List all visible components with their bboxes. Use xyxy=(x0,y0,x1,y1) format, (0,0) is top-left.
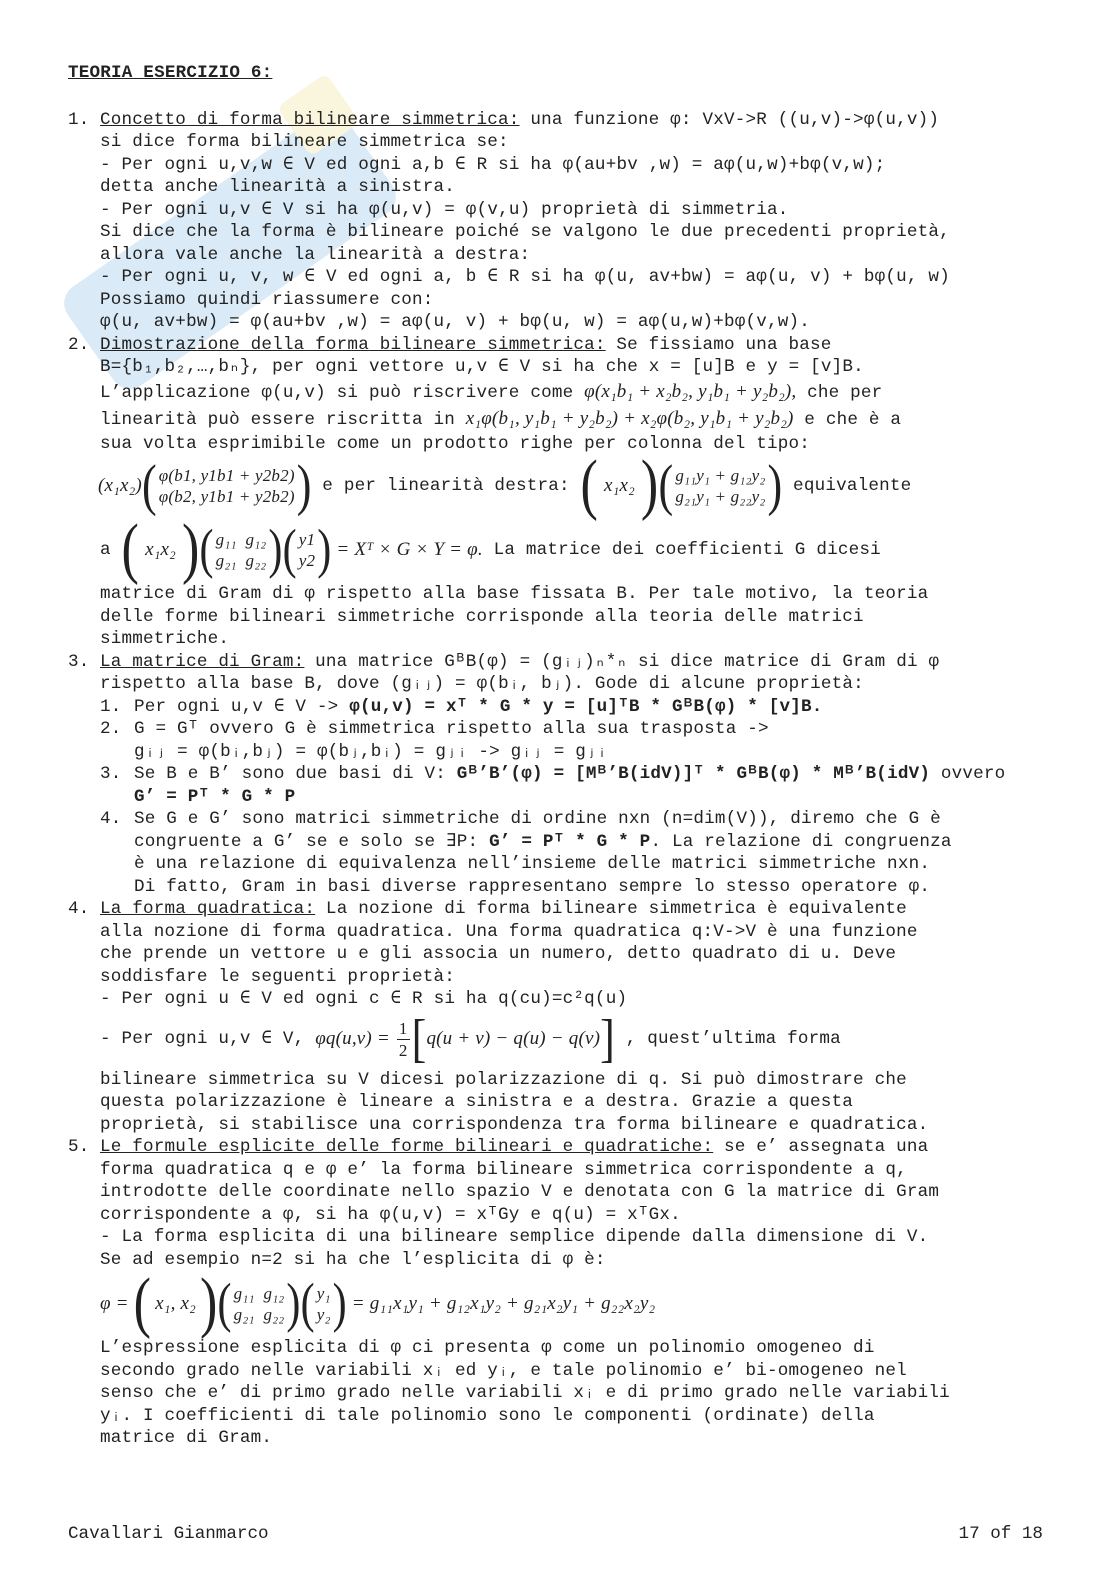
text-line: G = Gᵀ ovvero G è simmetrica rispetto alla sua trasposta -> xyxy=(134,719,769,739)
text-line: rispetto alla base B, dove (gᵢⱼ) = φ(bᵢ, bⱼ). Gode di alcune proprietà: xyxy=(100,674,864,694)
matrix xyxy=(297,529,317,571)
text-line: - La forma esplicita di una bilineare semplice dipende dalla dimensione di V. xyxy=(100,1227,929,1247)
page-footer xyxy=(68,1524,1043,1544)
text-line: Possiamo quindi riassumere con: xyxy=(100,289,434,310)
text-line: sua volta esprimibile come un prodotto righe per colonna del tipo: xyxy=(100,433,811,454)
text-line: - Per ogni u, v, w ∈ V ed ogni a, b ∈ R si ha φ(u, av+bw) = aφ(u, v) + bφ(u, w) xyxy=(100,267,950,287)
text-line: che prende un vettore u e gli associa un numero, detto quadrato di u. Deve xyxy=(100,944,897,964)
matrix-row: y₁ xyxy=(316,1284,331,1303)
matrix xyxy=(673,465,767,507)
text-line: alla nozione di forma quadratica. Una forma quadratica q:V->V è una funzione xyxy=(100,921,918,942)
property-2 xyxy=(100,718,1048,763)
paren: ) xyxy=(199,1265,218,1341)
matrix-row: g₁₁ g₁₂ xyxy=(233,1284,285,1303)
section-heading: Le formule esplicite delle forme bilineari e quadratiche: xyxy=(100,1137,714,1157)
text-line: linearità può essere riscritta in xyxy=(100,409,456,430)
text-line: - Per ogni u ∈ V ed ogni c ∈ R si ha q(cu)=c²q(u) xyxy=(100,989,628,1009)
text-line: - Per ogni u,v,w ∈ V ed ogni a,b ∈ R si ha φ(au+bv ,w) = aφ(u,w)+bφ(v,w); xyxy=(100,154,886,175)
document-body xyxy=(68,62,1048,1450)
text-line: yᵢ. I coefficienti di tale polinomio sono le componenti (ordinate) della xyxy=(100,1405,875,1426)
section-number: 1. xyxy=(68,109,90,130)
text-line: . La relazione di congruenza xyxy=(650,831,952,852)
section-number: 5. xyxy=(68,1137,90,1157)
text-line: simmetriche. xyxy=(100,629,230,649)
formula: x₁x₂ xyxy=(604,474,635,496)
formula: G’ = Pᵀ * G * P xyxy=(489,831,651,852)
matrix-row: g₂₁ g₂₂ xyxy=(215,551,267,570)
paren: ( xyxy=(282,519,297,580)
section-1 xyxy=(68,109,1048,334)
formula: x₁x₂ xyxy=(145,538,176,560)
bracket: [ xyxy=(411,1009,427,1068)
text-line: matrice di Gram. xyxy=(100,1428,273,1448)
formula: φ(u,v) = xᵀ * G * y = [u]ᵀB * GᴮB(φ) * [v]B. xyxy=(349,696,823,717)
section-3 xyxy=(68,651,1048,899)
section-heading: La forma quadratica: xyxy=(100,899,316,919)
formula: x₁, x₂ xyxy=(155,1292,196,1314)
matrix-row: g₁₁y₁ + g₁₂y₂ xyxy=(675,466,766,485)
formula: φq(u,v) = xyxy=(315,1028,395,1050)
denominator: 2 xyxy=(398,1041,408,1060)
matrix-row: φ(b2, y1b1 + y2b2) xyxy=(158,487,295,506)
text-line: B={b₁,b₂,…,bₙ}, per ogni vettore u,v ∈ V si ha che x = [u]B e y = [v]B. xyxy=(100,357,864,377)
formula: φ = xyxy=(100,1292,134,1314)
text-line: forma quadratica q e φ e’ la forma bilineare simmetrica corrispondente a q, xyxy=(100,1159,907,1180)
property-3 xyxy=(100,763,1048,808)
matrix-row: y2 xyxy=(298,551,316,570)
paren: ) xyxy=(332,1273,347,1334)
matrix xyxy=(157,465,297,507)
paren: ( xyxy=(658,453,674,517)
text-line: - Per ogni u,v ∈ V si ha φ(u,v) = φ(v,u) proprietà di simmetria. xyxy=(100,199,789,220)
text-line: Di fatto, Gram in basi diverse rappresentano sempre lo stesso operatore φ. xyxy=(134,876,931,897)
text-line: a xyxy=(100,539,122,560)
text-line: gᵢⱼ = φ(bᵢ,bⱼ) = φ(bⱼ,bᵢ) = gⱼᵢ -> gᵢⱼ = gⱼᵢ xyxy=(134,741,608,762)
text-line: e che è a xyxy=(793,409,902,430)
text-line: secondo grado nelle variabili xᵢ ed yᵢ, e tale polinomio e’ bi-omogeneo nel xyxy=(100,1360,907,1381)
text-line: una funzione φ: VxV->R ((u,v)->φ(u,v)) xyxy=(519,109,940,130)
page-title: TEORIA ESERCIZIO 6: xyxy=(68,63,273,83)
text-line: φ(u, av+bw) = φ(au+bv ,w) = aφ(u, v) + bφ(u, w) = aφ(u,w)+bφ(v,w). xyxy=(100,312,811,332)
formula: = g₁₁x₁y₁ + g₁₂x₁y₂ + g₂₁x₂y₁ + g₂₂x₂y₂ xyxy=(346,1292,656,1314)
section-heading: Concetto di forma bilineare simmetrica: xyxy=(100,109,520,130)
text-line: Si dice che la forma è bilineare poiché se valgono le due precedenti proprietà, xyxy=(100,222,950,242)
fraction xyxy=(395,1018,412,1061)
matrix xyxy=(232,1283,287,1325)
matrix-row: g₂₁ g₂₂ xyxy=(233,1305,285,1324)
paren: ) xyxy=(640,447,659,523)
section-5 xyxy=(68,1136,1048,1450)
section-number: 4. xyxy=(68,899,90,919)
section-number: 3. xyxy=(68,651,90,672)
property-4 xyxy=(100,808,1048,898)
text-line: bilineare simmetrica su V dicesi polarizzazione di q. Si può dimostrare che xyxy=(100,1069,907,1090)
paren: ) xyxy=(767,453,783,517)
text-line: L’espressione esplicita di φ ci presenta φ come un polinomio omogeneo di xyxy=(100,1338,875,1358)
paren: ( xyxy=(133,1265,152,1341)
paren: ( xyxy=(300,1273,315,1334)
matrix-row: g₂₁y₁ + g₂₂y₂ xyxy=(675,487,766,506)
property-number: 2. xyxy=(100,719,122,739)
paren: ) xyxy=(286,1273,301,1334)
text-line: senso che e’ di primo grado nelle variabili xᵢ e di primo grado nelle variabili xyxy=(100,1383,950,1403)
section-heading: La matrice di Gram: xyxy=(100,651,305,672)
paren: ( xyxy=(217,1273,232,1334)
numerator: 1 xyxy=(398,1019,408,1038)
text-line: delle forme bilineari simmetriche corrisponde alla teoria delle matrici xyxy=(100,606,864,627)
text-line: soddisfare le seguenti proprietà: xyxy=(100,966,456,987)
section-number: 2. xyxy=(68,334,90,355)
text-line: una matrice GᴮB(φ) = (gᵢⱼ)ₙ*ₙ si dice matrice di Gram di φ xyxy=(304,651,940,672)
property-number: 3. xyxy=(100,764,122,784)
text-line: proprietà, si stabilisce una corrispondenza tra forma bilineare e quadratica. xyxy=(100,1114,929,1135)
matrix-row: y1 xyxy=(298,530,316,549)
text-line: questa polarizzazione è lineare a sinistra e a destra. Grazie a questa xyxy=(100,1092,854,1112)
text-line: La nozione di forma bilineare simmetrica è equivalente xyxy=(315,899,907,919)
text-line: che per xyxy=(796,382,883,403)
paren: ( xyxy=(199,519,214,580)
text-line: , quest’ultima forma xyxy=(615,1029,841,1050)
formula: Gᴮ’B’(φ) = [Mᴮ’B(idV)]ᵀ * GᴮB(φ) * Mᴮ’B(idV) xyxy=(456,764,931,784)
paren: ) xyxy=(317,519,332,580)
text-line: è una relazione di equivalenza nell’insieme delle matrici simmetriche nxn. xyxy=(134,854,931,874)
text-line: equivalente xyxy=(782,475,912,496)
footer-author: Cavallari Gianmarco xyxy=(68,1524,269,1544)
paren: ( xyxy=(580,447,599,523)
formula: G’ = Pᵀ * G * P xyxy=(134,786,296,807)
text-line: L’applicazione φ(u,v) si può riscrivere come xyxy=(100,382,574,403)
formula: = Xᵀ × G × Y = φ. xyxy=(331,538,483,560)
text-line: Se ad esempio n=2 si ha che l’esplicita di φ è: xyxy=(100,1249,606,1270)
text-line: e per linearità destra: xyxy=(311,475,581,496)
formula: (x₁x₂) xyxy=(98,474,142,496)
paren: ) xyxy=(268,519,283,580)
paren: ) xyxy=(296,453,312,517)
matrix-row: φ(b1, y1b1 + y2b2) xyxy=(158,466,295,485)
text-line: allora vale anche la linearità a destra: xyxy=(100,244,531,265)
text-line: Se fissiamo una base xyxy=(605,334,832,355)
text-line: corrispondente a φ, si ha φ(u,v) = xᵀGy e q(u) = xᵀGx. xyxy=(100,1204,681,1225)
formula: q(u + v) − q(u) − q(v) xyxy=(426,1028,601,1050)
bracket: ] xyxy=(600,1009,615,1068)
paren: ) xyxy=(181,511,200,587)
matrix xyxy=(315,1283,333,1325)
page-number: 17 of 18 xyxy=(958,1524,1043,1544)
property-number: 1. xyxy=(100,696,122,717)
property-number: 4. xyxy=(100,809,122,829)
section-2 xyxy=(68,334,1048,651)
text-line: La matrice dei coefficienti G dicesi xyxy=(482,539,881,560)
property-1 xyxy=(100,696,1048,719)
text-line: Se B e B’ sono due basi di V: xyxy=(134,764,457,784)
text-line: se e’ assegnata una xyxy=(713,1137,929,1157)
paren: ( xyxy=(121,511,140,587)
text-line: introdotte delle coordinate nello spazio V e denotata con G la matrice di Gram xyxy=(100,1182,940,1202)
formula: x₁φ(b₁, y₁b₁ + y₂b₂) + x₂φ(b₂, y₁b₁ + y₂b₂) xyxy=(465,407,794,429)
section-4 xyxy=(68,898,1048,1136)
paren: ( xyxy=(141,453,157,517)
text-line: detta anche linearità a sinistra. xyxy=(100,177,456,197)
text-line: Per ogni u,v ∈ V -> xyxy=(134,696,350,717)
section-heading: Dimostrazione della forma bilineare simmetrica: xyxy=(100,334,606,355)
text-line: matrice di Gram di φ rispetto alla base fissata B. Per tale motivo, la teoria xyxy=(100,584,929,604)
matrix xyxy=(214,529,269,571)
matrix-row: g₁₁ g₁₂ xyxy=(215,530,267,549)
text-line: Se G e G’ sono matrici simmetriche di ordine nxn (n=dim(V)), diremo che G è xyxy=(134,809,941,829)
matrix-row: y₂ xyxy=(316,1305,331,1324)
formula: φ(x₁b₁ + x₂b₂, y₁b₁ + y₂b₂), xyxy=(584,380,797,402)
text-line: congruente a G’ se e solo se ∃P: xyxy=(134,831,490,852)
text-line: ovvero xyxy=(930,764,1006,784)
text-line: si dice forma bilineare simmetrica se: xyxy=(100,132,509,152)
text-line: - Per ogni u,v ∈ V, xyxy=(100,1029,316,1050)
